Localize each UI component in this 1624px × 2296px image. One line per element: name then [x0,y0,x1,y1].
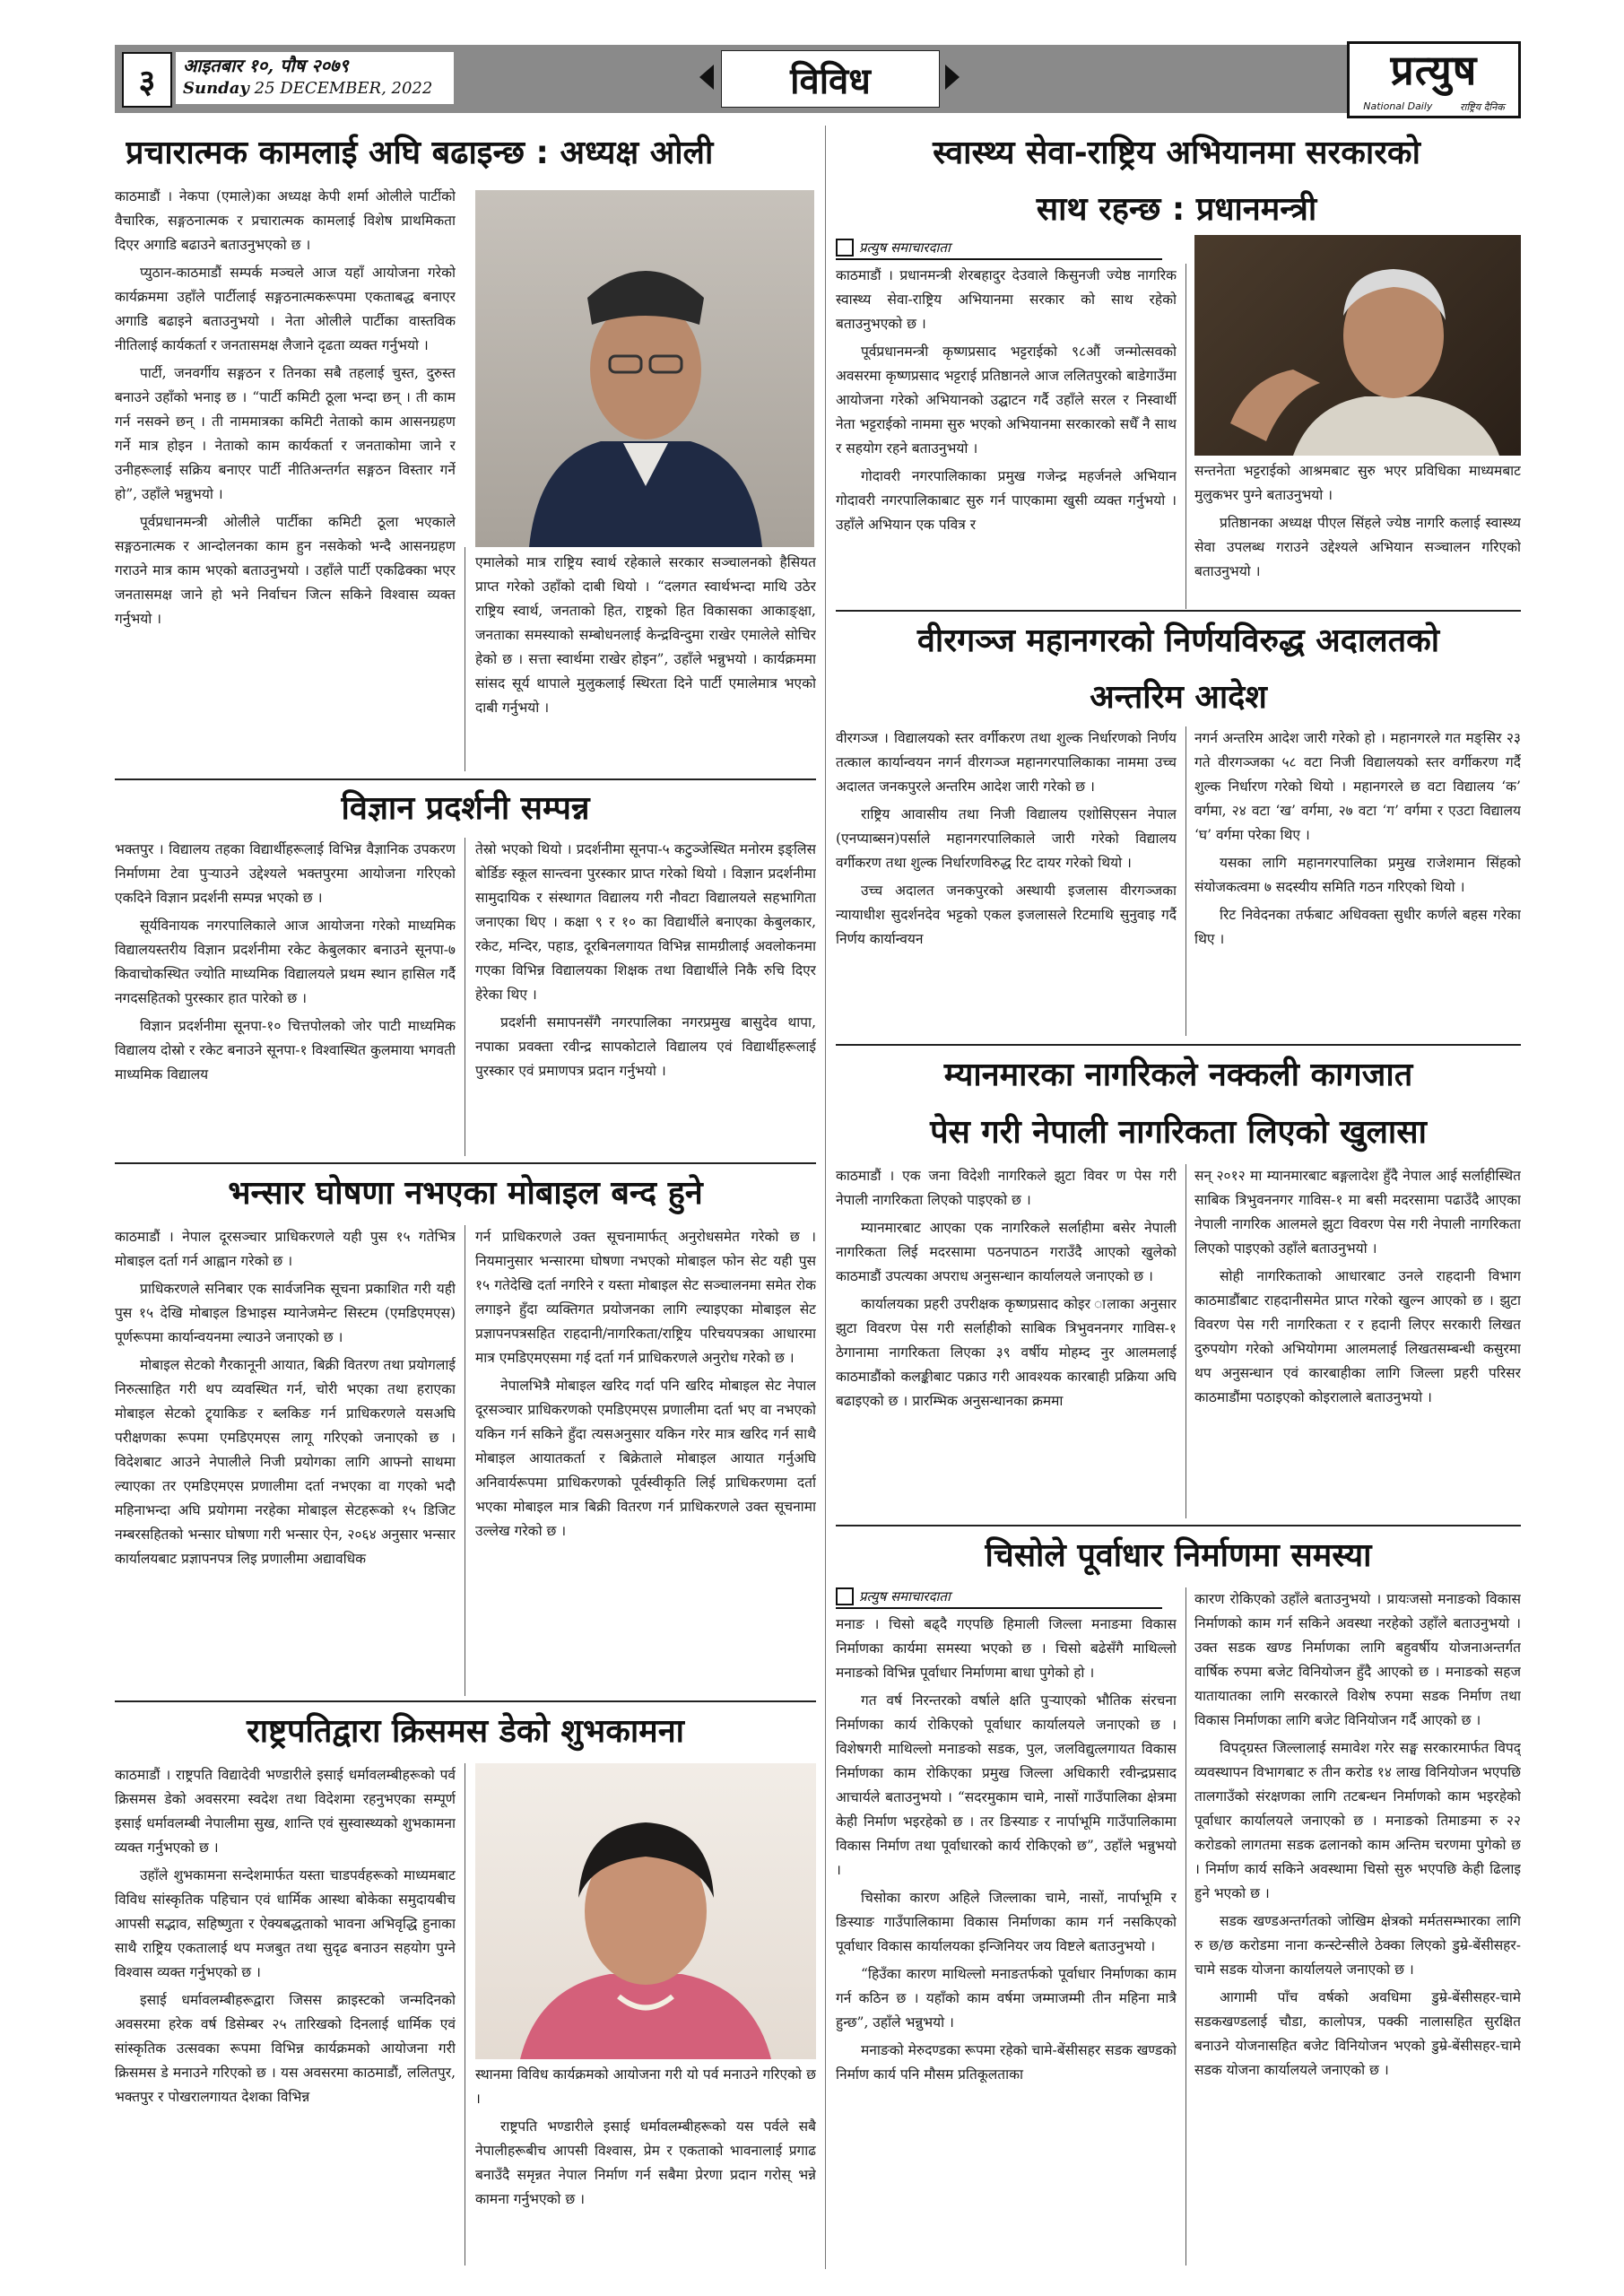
science-paragraph: तेस्रो भएको थियो । प्रदर्शनीमा सूनपा-५ कटुञ्जेस्थित मनोरम इङ्लिस बोर्डिङ स्कूल सान्त्वना पुरस्कार प्राप्त गरेको थियो । विज्ञान प्रदर्शनीमा सामुदायिक र संस्थागत विद्यालय गरी नौवटा विद्यालयले सहभागिता जनाएका थिए । कक्षा ९ र १० का विद्यार्थीले बनाएका केबुलकार, रकेट, मन्दिर, पहाड, दूरबिनलगायत विभिन्न सामग्रीलाई अवलोकनमा गएका विभिन्न विद्यालयका शिक्षक तथा विद्यार्थीले निकै रुचि दिएर हेरेका थिए । [475,841,816,1003]
deuba-photo [1194,235,1521,456]
myanmar-paragraph: सोही नागरिकताको आधारबाट उनले राहदानी विभाग काठमाडौंबाट राहदानीसमेत प्राप्त गरेको खुल्न आएको छ । झुटा विवरण पेस गरी नागरिकता र र हदानी लिएर सरकारी लिखत दुरुपयोग गरेको अभियोगमा आलमलाई लिखतसम्बन्धी कसुरमा थप अनुसन्धान एवं कारबाहीका लागि जिल्ला प्रहरी परिसर काठमाडौंमा पठाइएको कोइरालाले बताउनुभयो । [1194,1268,1521,1405]
date-english-day: Sunday [183,79,249,98]
myanmar-headline-line1: म्यानमारका नागरिकले नक्कली कागजात [943,1057,1413,1093]
deuba-paragraph: प्रतिष्ठानका अध्यक्ष पीएल सिंहले ज्येष्ठ नागरि कलाई स्वास्थ्य सेवा उपलब्ध गराउने उद्देश्यले अभियान सञ्चालन गरिएको बताउनुभयो । [1194,515,1521,579]
deuba-portrait-illustration [1194,235,1521,456]
cold-byline [836,1587,1162,1609]
oli-paragraph: काठमाडौं । नेकपा (एमाले)का अध्यक्ष केपी शर्मा ओलीले पार्टीको वैचारिक, सङ्गठनात्मक र प्रचारात्मक कामलाई विशेष प्राथमिकता दिएर अगाडि बढाउने बताउनुभएको छ । [115,188,456,253]
article-divider [836,1044,1521,1046]
section-title: विविध [790,60,871,102]
myanmar-paragraph: काठमाडौं । एक जना विदेशी नागरिकले झुटा विवर ण पेस गरी नेपाली नागरिकता लिएको पाइएको छ । [836,1168,1177,1208]
oli-body-col1 [115,185,456,777]
bidya-paragraph: राष्ट्रपति भण्डारीले इसाई धर्मावलम्बीहरूको यस पर्वले सबै नेपालीहरूबीच आपसी विश्वास, प्रेम र एकताको भावनालाई प्रगाढ बनाउँदै समृन्नत नेपाल निर्माण गर्न सबैमा प्रेरणा प्रदान गरोस् भन्ने कामना गर्नुभएको छ । [475,2118,816,2207]
cold-paragraph: सडक खण्डअन्तर्गतको जोखिम क्षेत्रको मर्मतसम्भारका लागि रु छ/छ करोडमा नाना कन्स्टेन्सीले ठेक्का लिएको डुम्रे-बेंसीसहर-चामे सडक योजना कार्यालयले जनाएको छ । [1194,1913,1521,1978]
section-left-arrow-icon [699,65,714,90]
article-divider [115,1162,816,1164]
cold-paragraph: आगामी पाँच वर्षको अवधिमा डुम्रे-बेंसीसहर-चामे सडकखण्डलाई चौडा, कालोपत्र, पक्की नालासहित सुरक्षित बनाउने योजनासहित बजेट विनियोजन भएको डुम्रे-बेंसीसहर-चामे सडक योजना कार्यालयले जनाएको छ । [1194,1989,1521,2078]
science-paragraph: विज्ञान प्रदर्शनीमा सूनपा-१० चित्तपोलको जोर पाटी माध्यमिक विद्यालय दोस्रो र रकेट बनाउने सूनपा-१ विश्वास्थित कुलमाया भगवती माध्यमिक विद्यालय [115,1018,456,1083]
oli-paragraph: प्युठान-काठमाडौं सम्पर्क मञ्चले आज यहाँ आयोजना गरेको कार्यक्रममा उहाँले पार्टीलाई सङ्गठनात्मकरूपमा एकताबद्ध बनाएर अगाडि बढाइने बताउनुभयो । नेता ओलीले पार्टीका वास्तविक नीतिलाई कार्यकर्ता र जनतासमक्ष लैजाने दृढता व्यक्त गर्नुभयो । [115,265,456,353]
birgunj-body-col1 [836,726,1177,1039]
column-divider [1185,1587,1186,2266]
cold-body-col1 [836,1613,1177,2266]
science-paragraph: भक्तपुर । विद्यालय तहका विद्यार्थीहरूलाई विभिन्न वैज्ञानिक उपकरण निर्माणमा टेवा पुऱ्याउने उद्देश्यले भक्तपुरमा आयोजना गरिएको एकदिने विज्ञान प्रदर्शनी सम्पन्न भएको छ । [115,841,456,906]
birgunj-paragraph: उच्च अदालत जनकपुरको अस्थायी इजलास वीरगञ्जका न्यायाधीश सुदर्शनदेव भट्टको एकल इजलासले रिटमाथि सुनुवाइ गर्दै निर्णय कार्यान्वयन [836,883,1177,947]
oli-body-col2 [475,551,816,775]
oli-photo [475,190,814,547]
birgunj-paragraph: नगर्न अन्तरिम आदेश जारी गरेको हो । महानगरले गत मङ्सिर २३ गते वीरगञ्जका ५८ वटा निजी विद्यालयको स्तर वर्गीकरण गर्दै शुल्क निर्धारण गरेको थियो । महानगरले छ वटा विद्यालय ‘क’ वर्गमा, २४ वटा ‘ख’ वर्गमा, २७ वटा ‘ग’ वर्गमा र एउटा विद्यालय ‘घ’ वर्गमा परेका थिए । [1194,730,1521,843]
page-column-divider [825,126,826,2269]
bidya-portrait-illustration [475,1763,816,2059]
birgunj-body-col2 [1194,726,1521,1039]
science-body-col1 [115,838,456,1161]
byline-box-icon [836,1587,854,1605]
myanmar-body-col1 [836,1164,1177,1523]
date-box [176,52,454,104]
oli-portrait-illustration [475,190,814,547]
cold-paragraph: मनाङ । चिसो बढ्दै गएपछि हिमाली जिल्ला मनाङमा विकास निर्माणका कार्यमा समस्या भएको छ । चिसो बढेसँगै माथिल्लो मनाङको विभिन्न पूर्वाधार निर्माणमा बाधा पुगेको हो । [836,1616,1177,1681]
deuba-body-col2 [1194,459,1521,615]
mobile-paragraph: काठमाडौं । नेपाल दूरसञ्चार प्राधिकरणले यही पुस १५ गतेभित्र मोबाइल दर्ता गर्न आह्वान गरेको छ । [115,1229,456,1269]
myanmar-paragraph: कार्यालयका प्रहरी उपरीक्षक कृष्णप्रसाद कोइर ालाका अनुसार झुटा विवरण पेस गरी सर्लाहीको साबिक त्रिभुवननगर गाविस-१ ठेगानामा नागरिकता लिएका ३९ वर्षीय मोहम्द नुर आलमलाई काठमाडौंको कलङ्कीबाट पक्राउ गरी आवश्यक कारबाही प्रक्रिया अघि बढाइएको छ । प्रारम्भिक अनुसन्धानका क्रममा [836,1296,1177,1409]
column-divider [1185,264,1186,609]
science-body-col2 [475,838,816,1161]
column-divider [1185,1164,1186,1518]
deuba-byline [836,239,1162,260]
article-divider [836,1525,1521,1526]
mobile-paragraph: प्राधिकरणले सनिबार एक सार्वजनिक सूचना प्रकाशित गरी यही पुस १५ देखि मोबाइल डिभाइस म्यानेजमेन्ट सिस्टम (एमडिएमएस) पूर्णरूपमा कार्यान्वयनमा ल्याउने जनाएको छ । [115,1281,456,1345]
bidya-headline: राष्ट्रपतिद्वारा क्रिसमस डेको शुभकामना [246,1713,685,1750]
birgunj-paragraph: राष्ट्रिय आवासीय तथा निजी विद्यालय एशोसिएसन नेपाल (एनप्याब्सन)पर्साले महानगरपालिकाले जारी गरेको विद्यालय वर्गीकरण तथा शुल्क निर्धारणविरुद्ध रिट दायर गरेको थियो । [836,806,1177,871]
deuba-paragraph: पूर्वप्रधानमन्त्री कृष्णप्रसाद भट्टराईको ९८औं जन्मोत्सवको अवसरमा कृष्णप्रसाद भट्टराई प्रतिष्ठानले आज ललितपुरको बाडेगाउँमा आयोजना गरेको अभियानको उद्घाटन गर्दै उहाँले सरल र निस्वार्थी नेता भट्टराईको नाममा सुरु भएको अभियानमा सरकारको सधैँ नै साथ र सहयोग रहने बताउनुभयो । [836,344,1177,457]
bidya-paragraph: काठमाडौं । राष्ट्रपति विद्यादेवी भण्डारीले इसाई धर्मावलम्बीहरूको पर्व क्रिसमस डेको अवसरमा स्वदेश तथा विदेशमा रहनुभएका सम्पूर्ण इसाई धर्मावलम्बी नेपालीमा सुख, शान्ति एवं सुस्वास्थ्यको शुभकामना व्यक्त गर्नुभएको छ । [115,1767,456,1856]
mobile-paragraph: गर्न प्राधिकरणले उक्त सूचनामार्फत् अनुरोधसमेत गरेको छ । नियमानुसार भन्सारमा घोषणा नभएको मोबाइल फोन सेट यही पुस १५ गतेदेखि दर्ता नगरिने र यस्ता मोबाइल सेट सञ्चालनमा समेत रोक लगाइने हुँदा व्यक्तिगत प्रयोजनका लागि ल्याइएका मोबाइल सेट प्रज्ञापनपत्रसहित राहदानी/नागरिकता/राष्ट्रिय परिचयपत्रका आधारमा मात्र एमडिएमएसमा गई दर्ता गर्न प्राधिकरणले अनुरोध गरेको छ । [475,1229,816,1366]
column-divider [1185,726,1186,1036]
myanmar-body-col2 [1194,1164,1521,1523]
masthead [115,41,1521,122]
oli-paragraph: पार्टी, जनवर्गीय सङ्गठन र तिनका सबै तहलाई चुस्त, दुरुस्त बनाउने उहाँको भनाइ छ । “पार्टी कमिटी ठूला भन्दा छन् । ती काम गर्न नसक्ने छन् । ती नाममात्रका कमिटी नेताको काम आसनग्रहण गर्ने मात्र होइन । नेताको काम कार्यकर्ता र जनताकोमा जाने र उनीहरूलाई सक्रिय बनाएर पार्टी नीतिअन्तर्गत सङ्गठन विस्तार गर्ने हो”, उहाँले भन्नुभयो । [115,365,456,502]
birgunj-paragraph: रिट निवेदनका तर्फबाट अधिवक्ता सुधीर कर्णले बहस गरेका थिए । [1194,907,1521,947]
birgunj-paragraph: वीरगञ्ज । विद्यालयको स्तर वर्गीकरण तथा शुल्क निर्धारणको निर्णय तत्काल कार्यान्वयन नगर्न वीरगञ्ज महानगरपालिकाका नाममा उच्च अदालत जनकपुरले अन्तरिम आदेश जारी गरेको छ । [836,730,1177,795]
bidya-paragraph: इसाई धर्मावलम्बीहरूद्वारा जिसस क्राइस्टको जन्मदिनको अवसरमा हरेक वर्ष डिसेम्बर २५ तारिखको दिनलाई धार्मिक एवं सांस्कृतिक उत्सवका रूपमा विभिन्न कार्यक्रमको आयोजना गरी क्रिसमस डे मनाउने गरिएको छ । यस अवसरमा काठमाडौं, ललितपुर, भक्तपुर र पोखरालगायत देशका विभिन्न [115,1992,456,2105]
deuba-paragraph: गोदावरी नगरपालिकाका प्रमुख गजेन्द्र महर्जनले अभियान गोदावरी नगरपालिकाबाट सुरु गर्न पाएकामा खुसी व्यक्त गर्नुभयो । उहाँले अभियान एक पवित्र र [836,468,1177,533]
article-divider [836,610,1521,612]
deuba-paragraph: काठमाडौं । प्रधानमन्त्री शेरबहादुर देउवाले किसुनजी ज्येष्ठ नागरिक स्वास्थ्य सेवा-राष्ट्रिय अभियानमा सरकार को साथ रहेको बताउनुभएको छ । [836,267,1177,332]
article-divider [115,778,816,780]
deuba-paragraph: सन्तनेता भट्टराईको आश्रमबाट सुरु भएर प्रविधिका माध्यमबाट मुलुकभर पुग्ने बताउनुभयो । [1194,463,1521,503]
byline-box-icon [836,239,854,257]
science-paragraph: प्रदर्शनी समापनसँगै नगरपालिका नगरप्रमुख बासुदेव थापा, नपाका प्रवक्ता रवीन्द्र सापकोटाले विद्यालय एवं विद्यार्थीहरूलाई पुरस्कार एवं प्रमाणपत्र प्रदान गर्नुभयो । [475,1014,816,1079]
birgunj-paragraph: यसका लागि महानगरपालिका प्रमुख राजेशमान सिंहको संयोजकत्वमा ७ सदस्यीय समिति गठन गरिएको थियो । [1194,855,1521,895]
date-nepali: आइतबार १०, पौष २०७९ [183,55,349,76]
page-number: ३ [138,63,156,100]
cold-byline-text: प्रत्युष समाचारदाता [859,1588,951,1605]
myanmar-paragraph: म्यानमारबाट आएका एक नागरिकले सर्लाहीमा बसेर नेपाली नागरिकता लिई मदरसामा पठनपाठन गराउँदै आएको खुलेको काठमाडौं उपत्यका अपराध अनुसन्धान कार्यालयले जनाएको छ । [836,1220,1177,1284]
cold-paragraph: “हिउँका कारण माथिल्लो मनाङतर्फको पूर्वाधार निर्माणका काम गर्न कठिन छ । यहाँको काम वर्षमा जम्माजम्मी तीन महिना मात्रै हुन्छ”, उहाँले भन्नुभयो । [836,1966,1177,2031]
newspaper-logo [1347,41,1521,118]
cold-body-col2 [1194,1587,1521,2266]
deuba-body-col1 [836,264,1177,615]
birgunj-headline-line2: अन्तरिम आदेश [1090,679,1267,716]
mobile-headline: भन्सार घोषणा नभएका मोबाइल बन्द हुने [228,1175,703,1212]
bidya-paragraph: स्थानमा विविध कार्यक्रमको आयोजना गरी यो पर्व मनाउने गरिएको छ । [475,2066,816,2107]
oli-headline: प्रचारात्मक कामलाई अघि बढाइन्छ : अध्यक्ष ओली [126,135,714,171]
cold-paragraph: गत वर्ष निरन्तरको वर्षाले क्षति पुऱ्याएको भौतिक संरचना निर्माणका कार्य रोकिएको पूर्वाधार कार्यालयले जनाएको छ । विशेषगरी माथिल्लो मनाङको सडक, पुल, जलविद्युत्लगायत विकास निर्माणका काम रोकिएका प्रमुख जिल्ला अधिकारी रवीन्द्रप्रसाद आचार्यले बताउनुभयो । “सदरमुकाम चामे, नासों गाउँपालिका क्षेत्रमा केही निर्माण भइरहेको छ । तर ङिस्याङ र नार्पाभूमि गाउँपालिकामा विकास निर्माण तथा पूर्वाधारको कार्य रोकिएको छ”, उहाँले भन्नुभयो । [836,1692,1177,1878]
cold-paragraph: कारण रोकिएको उहाँले बताउनुभयो । प्रायःजसो मनाङको विकास निर्माणको काम गर्न सकिने अवस्था नरहेको उहाँले बताउनुभयो । उक्त सडक खण्ड निर्माणका लागि बहुवर्षीय योजनाअन्तर्गत वार्षिक रुपमा बजेट विनियोजन हुँदै आएको छ । मनाङको सहज यातायातका लागि सरकारले विशेष रुपमा सडक निर्माण तथा विकास निर्माणका लागि बजेट विनियोजन गर्दै आएको छ । [1194,1591,1521,1728]
mobile-paragraph: नेपालभित्रै मोबाइल खरिद गर्दा पनि खरिद मोबाइल सेट नेपाल दूरसञ्चार प्राधिकरणको एमडिएमएस प्रणालीमा दर्ता भए वा नभएको यकिन गर्न सकिने हुँदा त्यसअनुसार यकिन गरेर मात्र खरिद गर्न साथै मोबाइल आयातकर्ता र बिक्रेताले मोबाइल आयात गर्नुअघि अनिवार्यरूपमा प्राधिकरणको पूर्वस्वीकृति लिई प्राधिकरणमा दर्ता भएका मोबाइल मात्र बिक्री वितरण गर्न प्राधिकरणले उक्त सूचनामा उल्लेख गरेको छ । [475,1378,816,1539]
science-paragraph: सूर्यविनायक नगरपालिकाले आज आयोजना गरेको माध्यमिक विद्यालयस्तरीय विज्ञान प्रदर्शनीमा रकेट केबुलकार बनाउने सूनपा-७ किवाचोकस्थित ज्योति माध्यमिक विद्यालयले प्रथम स्थान हासिल गर्दै नगदसहितको पुरस्कार हात पारेको छ । [115,918,456,1006]
bidya-photo [475,1763,816,2059]
article-divider [115,1700,816,1702]
myanmar-headline-line2: पेस गरी नेपाली नागरिकता लिएको खुलासा [930,1114,1427,1151]
mobile-body-col1 [115,1225,456,1699]
bidya-body-col2 [475,2063,816,2266]
date-english: 25 DECEMBER, 2022 [254,79,433,98]
logo-sub-nepali: राष्ट्रिय दैनिक [1459,101,1505,113]
oli-paragraph: एमालेको मात्र राष्ट्रिय स्वार्थ रहेकाले सरकार सञ्चालनको हैसियत प्राप्त गरेको उहाँको दाबी थियो । “दलगत स्वार्थभन्दा माथि उठेर राष्ट्रिय स्वार्थ, जनताको हित, राष्ट्रको हित विकासका आकाङ्क्षा, जनताका समस्याको सम्बोधनलाई केन्द्रविन्दुमा राखेर एमालेले सोचिर हेको छ । सत्ता स्वार्थमा राखेर होइन”, उहाँले भन्नुभयो । कार्यक्रममा सांसद सूर्य थापाले मुलुकलाई स्थिरता दिने पार्टी एमालेमात्र भएको दाबी गर्नुभयो । [475,554,816,716]
birgunj-headline-line1: वीरगञ्ज महानगरको निर्णयविरुद्ध अदालतको [916,622,1440,659]
section-title-box [721,50,940,108]
bidya-paragraph: उहाँले शुभकामना सन्देशमार्फत यस्ता चाडपर्वहरूको माध्यमबाट विविध सांस्कृतिक पहिचान एवं धार्मिक आस्था बोकेका समुदायबीच आपसी सद्भाव, सहिष्णुता र ऐक्यबद्धताको भावना अभिवृद्धि हुनाका साथै राष्ट्रिय एकतालाई थप मजबुत तथा सुदृढ बनाउन सहयोग पुग्ने विश्वास व्यक्त गर्नुभएको छ । [115,1867,456,1980]
bidya-body-col1 [115,1763,456,2266]
mobile-paragraph: मोबाइल सेटको गैरकानूनी आयात, बिक्री वितरण तथा प्रयोगलाई निरुत्साहित गरी थप व्यवस्थित गर्न, चोरी भएका तथा हराएका मोबाइल सेटको ट्र्याकिङ र ब्लकिङ गर्न प्राधिकरणले यसअघि परीक्षणका रूपमा एमडिएमएस लागू गरिएको जनाएको छ । विदेशबाट आउने नेपालीले निजी प्रयोगका लागि आफ्नो साथमा ल्याएका तर एमडिएमएस प्रणालीमा दर्ता नभएका वा गएको भदौ महिनाभन्दा अघि प्रयोगमा नरहेका मोबाइल सेटहरूको १५ डिजिट नम्बरसहितको भन्सार घोषणा गरी भन्सार ऐन, २०६४ अनुसार भन्सार कार्यालयबाट प्रज्ञापनपत्र लिइ प्रणालीमा अद्यावधिक [115,1357,456,1567]
cold-paragraph: चिसोका कारण अहिले जिल्लाका चामे, नासों, नार्पाभूमि र ङिस्याङ गाउँपालिकामा विकास निर्माणका काम गर्न नसकिएको पूर्वाधार विकास कार्यालयका इन्जिनियर जय विष्टले बताउनुभयो । [836,1890,1177,1954]
cold-paragraph: मनाङको मेरुदण्डका रूपमा रहेको चामे-बेंसीसहर सडक खण्डको निर्माण कार्य पनि मौसम प्रतिकूलताका [836,2042,1177,2083]
oli-paragraph: पूर्वप्रधानमन्त्री ओलीले पार्टीका कमिटी ठूला भएकाले सङ्गठनात्मक र आन्दोलनका काम हुन नसकेको भन्दै आसनग्रहण गराउने मात्र काम भएको बताउनुभयो । उहाँले पार्टी एकढिक्का भएर जनतासमक्ष जाने हो भने निर्वाचन जित्न सकिने विश्वास व्यक्त गर्नुभयो । [115,514,456,627]
myanmar-paragraph: सन् २०१२ मा म्यानमारबाट बङ्गलादेश हुँदै नेपाल आई सर्लाहीस्थित साबिक त्रिभुवननगर गाविस-१ मा बसी मदरसामा पढाउँदै आएका नेपाली नागरिक आलमले झुटा विवरण पेस गरी नेपाली नागरिकता लिएको पाइएको उहाँले बताउनुभयो । [1194,1168,1521,1257]
logo-wordmark: प्रत्युष [1390,46,1478,94]
section-right-arrow-icon [945,65,960,90]
cold-paragraph: विपद्ग्रस्त जिल्लालाई समावेश गरेर सङ्घ सरकारमार्फत विपद् व्यवस्थापन विभागबाट रु तीन करोड १४ लाख विनियोजन भएपछि तालगाउँको संरक्षणका लागि तटबन्धन निर्माणको काम भइरहेको पूर्वाधार कार्यालयले जनाएको छ । मनाङको तिमाङमा रु २२ करोडको लागतमा सडक ढलानको काम अन्तिम चरणमा पुगेको छ । निर्माण कार्य सकिने अवस्थामा चिसो सुरु भएपछि केही ढिलाइ हुने भएको छ । [1194,1740,1521,1901]
page-number-box [122,52,172,108]
mobile-body-col2 [475,1225,816,1699]
science-headline: विज्ञान प्रदर्शनी सम्पन्न [341,790,590,827]
cold-headline: चिसोले पूर्वाधार निर्माणमा समस्या [985,1537,1372,1574]
logo-sub-english: National Daily [1363,100,1433,112]
deuba-headline-line2: साथ रहन्छ : प्रधानमन्त्री [1036,191,1317,228]
deuba-headline-line1: स्वास्थ्य सेवा-राष्ट्रिय अभियानमा सरकारको [933,135,1420,171]
deuba-byline-text: प्रत्युष समाचारदाता [859,239,951,256]
